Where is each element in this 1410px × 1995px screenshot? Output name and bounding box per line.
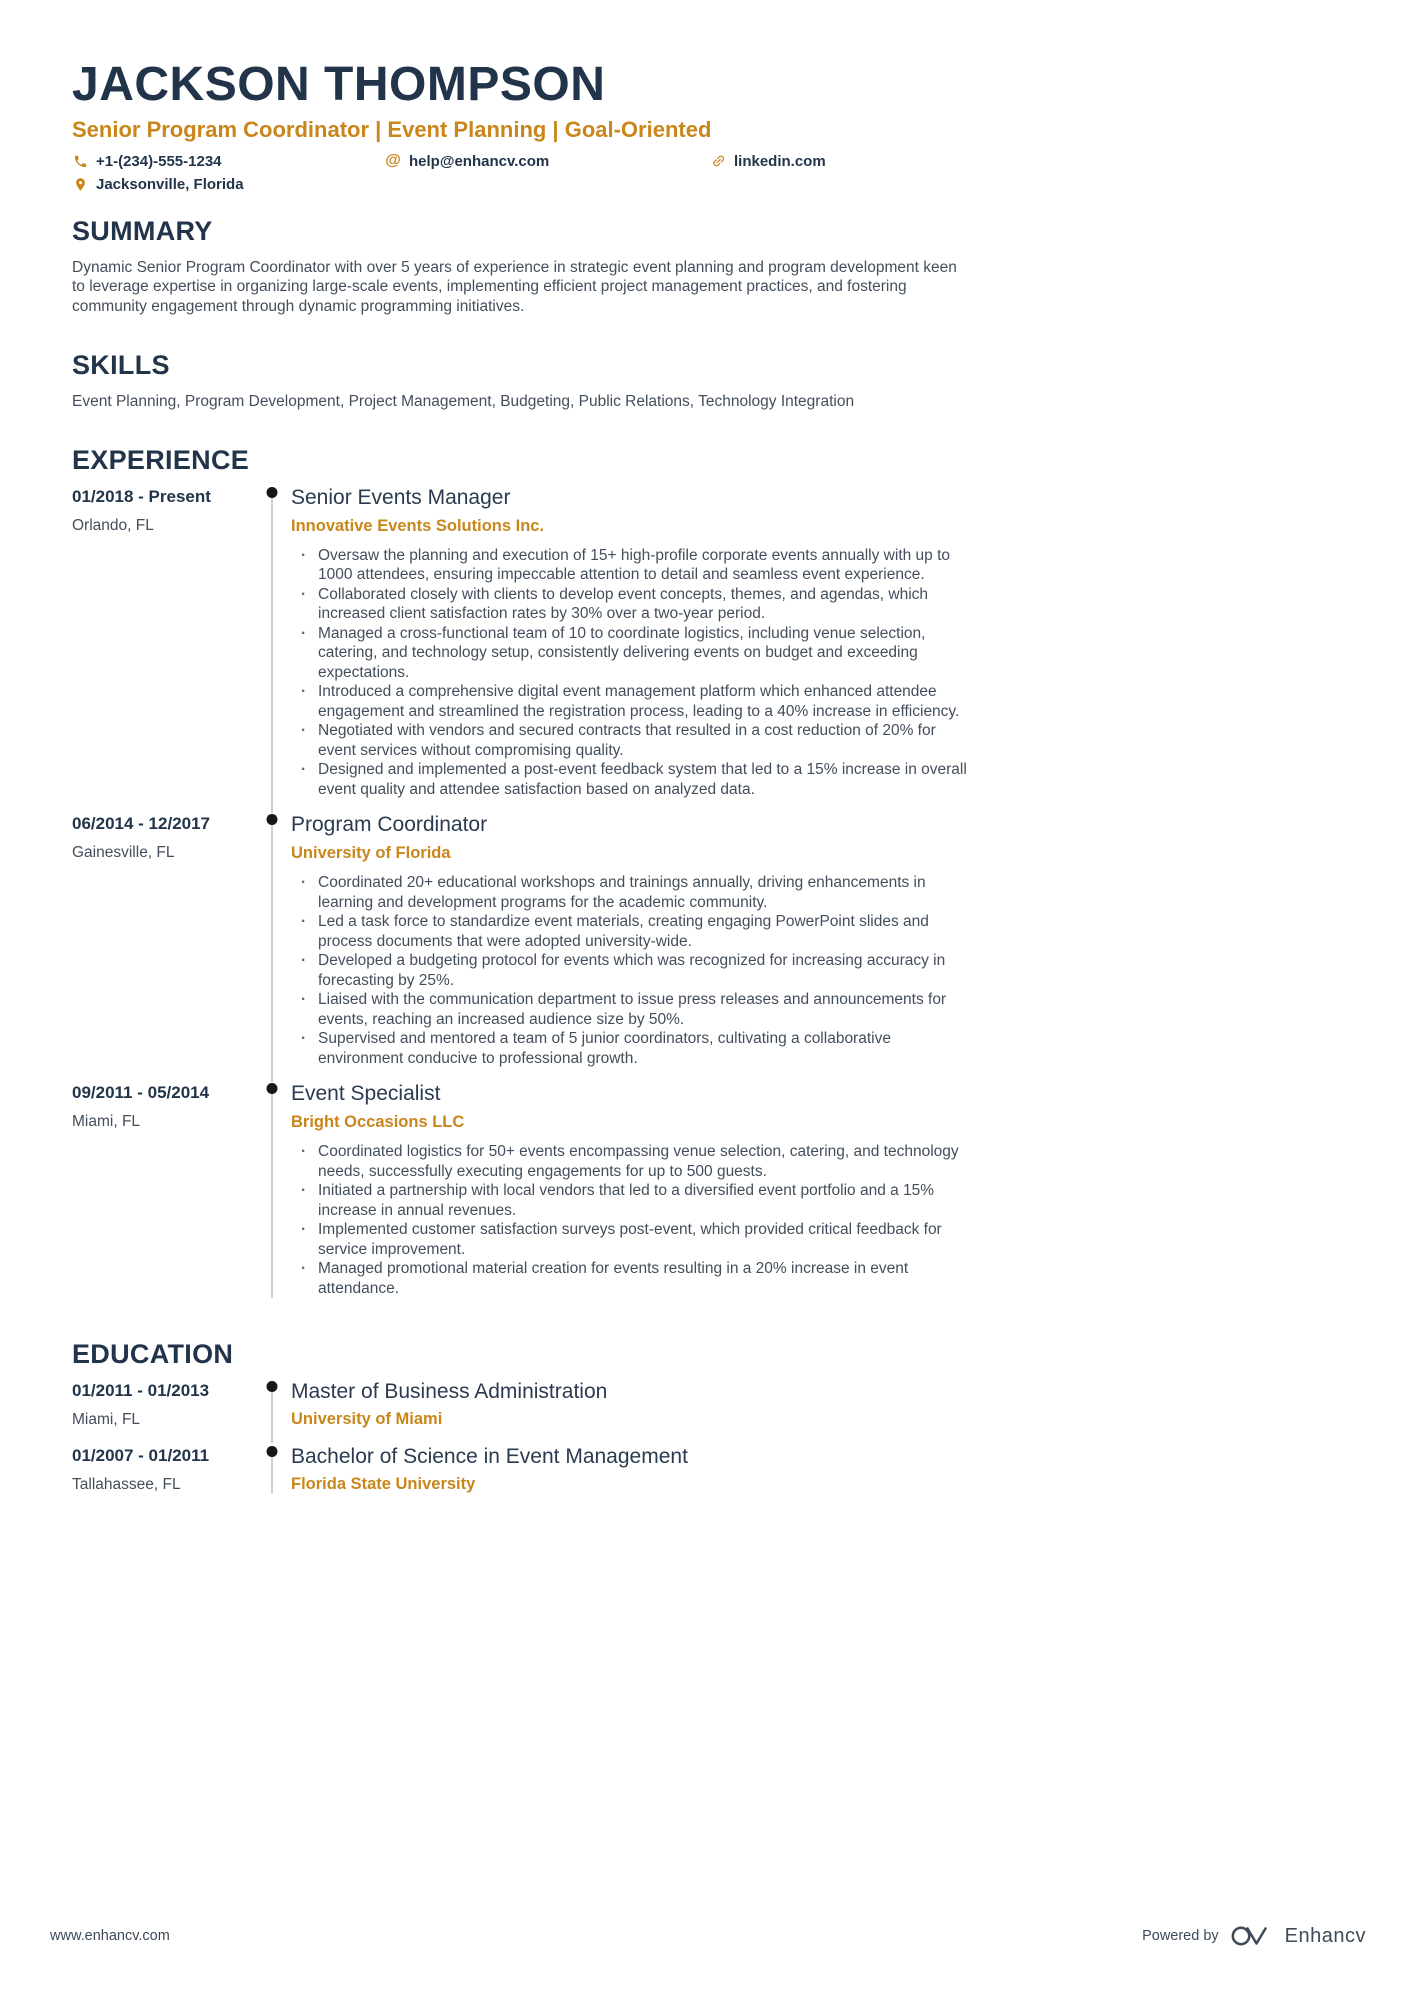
linkedin-url[interactable]: linkedin.com: [734, 152, 826, 170]
degree-title: Bachelor of Science in Event Management: [291, 1445, 688, 1469]
bullet-item: · Oversaw the planning and execution of 15+ high-profile corporate events annually with up to 1000 attendees, ensuring impeccable attention to detail and seamless event experience.: [291, 546, 968, 585]
timeline-track: [253, 1380, 291, 1429]
education-heading: EDUCATION: [72, 1339, 234, 1370]
phone-number: +1-(234)-555-1234: [96, 152, 222, 170]
bullet-list: [291, 873, 968, 1068]
bullet-item: · Initiated a partnership with local vendors that led to a diversified event portfolio and a 15% increase in annual revenues.: [291, 1181, 968, 1220]
contact-phone: [72, 153, 385, 170]
phone-icon: [72, 153, 88, 169]
entry-body: [291, 486, 968, 800]
timeline-dot: [267, 1083, 278, 1094]
candidate-headline: Senior Program Coordinator | Event Planning | Goal-Oriented: [72, 116, 712, 142]
bullet-item: · Negotiated with vendors and secured contracts that resulted in a cost reduction of 20% for event services without compromising quality.: [291, 721, 968, 760]
company-name: Innovative Events Solutions Inc.: [291, 516, 545, 535]
bullet-item: · Implemented customer satisfaction surveys post-event, which provided critical feedback for service improvement.: [291, 1220, 968, 1259]
school-name: University of Miami: [291, 1410, 443, 1429]
experience-section: [72, 446, 968, 1312]
bullet-list: [291, 1142, 968, 1298]
summary-heading: SUMMARY: [72, 215, 213, 246]
enhancv-site-link[interactable]: www.enhancv.com: [50, 1928, 170, 1944]
bullet-item: · Introduced a comprehensive digital event management platform which enhanced attendee engagement and streamlined the registration process, leading to a 40% increase in efficiency.: [291, 682, 968, 721]
company-name: University of Florida: [291, 844, 451, 863]
education-entry: [72, 1445, 968, 1510]
bullet-item: · Coordinated 20+ educational workshops and trainings annually, driving enhancements in learning and development programs for the academic community.: [291, 873, 968, 912]
at-icon: @: [385, 152, 401, 170]
powered-by: [1142, 1924, 1366, 1948]
timeline-track: [253, 486, 291, 800]
entry-location: Orlando, FL: [72, 516, 154, 534]
job-title: Senior Events Manager: [291, 485, 511, 509]
bullet-item: · Collaborated closely with clients to develop event concepts, themes, and agendas, which increased client satisfaction rates by 30% over a two-year period.: [291, 585, 968, 624]
location-pin-icon: [72, 176, 88, 192]
bullet-item: · Supervised and mentored a team of 5 junior coordinators, cultivating a collaborative environment conducive to professional growth.: [291, 1029, 968, 1068]
bullet-list: [291, 546, 968, 800]
education-entry: [72, 1380, 968, 1445]
entry-date: 09/2011 - 05/2014: [72, 1083, 210, 1103]
resume-header: [72, 60, 968, 193]
candidate-name: JACKSON THOMPSON: [72, 58, 606, 111]
entry-body: [291, 1445, 968, 1494]
company-name: Bright Occasions LLC: [291, 1113, 465, 1132]
experience-entry: [72, 813, 968, 1082]
degree-title: Master of Business Administration: [291, 1380, 608, 1404]
timeline-track: [253, 813, 291, 1068]
contact-location: [72, 176, 244, 193]
timeline-dot: [267, 1381, 278, 1392]
enhancv-brand-name: Enhancv: [1284, 1924, 1366, 1947]
contact-row-location: [72, 176, 968, 193]
summary-section: [72, 217, 968, 316]
entry-body: [291, 1082, 968, 1298]
powered-by-label: Powered by: [1142, 1928, 1219, 1944]
experience-entry: [72, 486, 968, 814]
entry-date: 06/2014 - 12/2017: [72, 814, 211, 834]
school-name: Florida State University: [291, 1475, 476, 1494]
entry-left: [72, 1445, 253, 1494]
entry-body: [291, 813, 968, 1068]
job-title: Event Specialist: [291, 1082, 441, 1106]
entry-left: [72, 486, 253, 800]
skills-text: Event Planning, Program Development, Project Management, Budgeting, Public Relations, Technology Integration: [72, 392, 855, 410]
timeline-dot: [267, 814, 278, 825]
email-address[interactable]: help@enhancv.com: [409, 152, 550, 170]
summary-text: Dynamic Senior Program Coordinator with over 5 years of experience in strategic event planning and program development keen to leverage expertise in organizing large-scale events, implementing efficient project management practices, and fostering community engagement through dynamic programming initiatives.: [72, 258, 957, 315]
location-text: Jacksonville, Florida: [96, 175, 244, 193]
contact-row: [72, 153, 968, 170]
timeline-dot: [267, 1446, 278, 1457]
link-icon: [707, 150, 730, 173]
page-footer: [50, 1924, 1366, 1948]
entry-date: 01/2018 - Present: [72, 486, 211, 506]
enhancv-logo-icon: [1230, 1924, 1274, 1948]
entry-location: Miami, FL: [72, 1113, 141, 1131]
timeline-dot: [267, 487, 278, 498]
entry-location: Gainesville, FL: [72, 844, 175, 862]
entry-date: 01/2011 - 01/2013: [72, 1381, 210, 1401]
entry-body: [291, 1380, 968, 1429]
contact-link[interactable]: [710, 153, 826, 170]
experience-entries: [72, 486, 968, 1313]
experience-heading: EXPERIENCE: [72, 445, 250, 476]
bullet-item: · Coordinated logistics for 50+ events encompassing venue selection, catering, and technology needs, successfully executing engagements for up to 500 guests.: [291, 1142, 968, 1181]
skills-section: [72, 351, 968, 411]
job-title: Program Coordinator: [291, 813, 488, 837]
timeline-track: [253, 1082, 291, 1298]
bullet-item: · Designed and implemented a post-event feedback system that led to a 15% increase in overall event quality and attendee satisfaction based on analyzed data.: [291, 760, 968, 799]
bullet-item: · Managed a cross-functional team of 10 to coordinate logistics, including venue selection, catering, and technology setup, consistently delivering events on budget and exceeding expectations.: [291, 624, 968, 683]
bullet-item: · Led a task force to standardize event materials, creating engaging PowerPoint slides and process documents that were adopted university-wide.: [291, 912, 968, 951]
education-entries: [72, 1380, 968, 1510]
entry-left: [72, 813, 253, 1068]
bullet-item: · Developed a budgeting protocol for events which was recognized for increasing accuracy in forecasting by 25%.: [291, 951, 968, 990]
skills-heading: SKILLS: [72, 350, 170, 381]
bullet-item: · Managed promotional material creation for events resulting in a 20% increase in event attendance.: [291, 1259, 968, 1298]
entry-left: [72, 1380, 253, 1429]
entry-date: 01/2007 - 01/2011: [72, 1446, 210, 1466]
entry-location: Tallahassee, FL: [72, 1476, 181, 1494]
contact-email[interactable]: [385, 153, 710, 170]
education-section: [72, 1340, 968, 1510]
experience-entry: [72, 1082, 968, 1312]
entry-left: [72, 1082, 253, 1298]
timeline-track: [253, 1445, 291, 1494]
entry-location: Miami, FL: [72, 1411, 141, 1429]
bullet-item: · Liaised with the communication department to issue press releases and announcements for events, reaching an increased audience size by 50%.: [291, 990, 968, 1029]
